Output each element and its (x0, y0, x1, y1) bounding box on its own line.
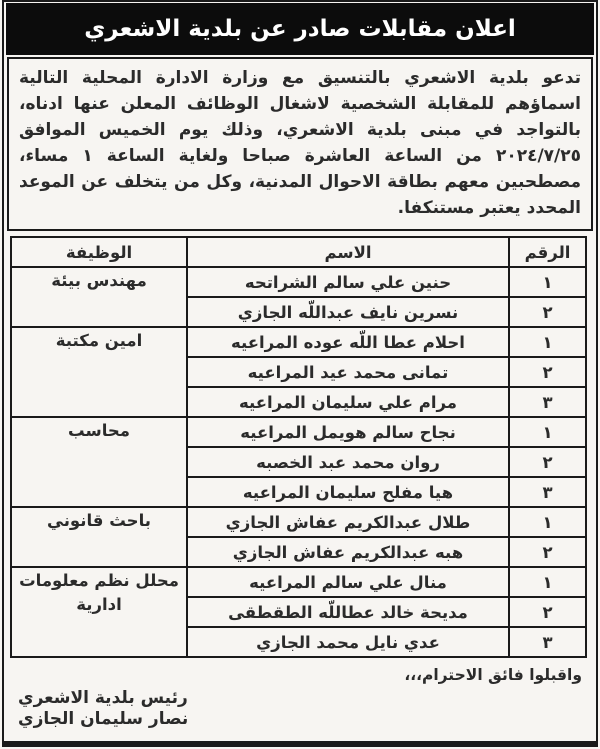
announcement-title: اعلان مقابلات صادر عن بلدية الاشعري (84, 16, 516, 42)
name-cell: هبه عبدالكريم عفاش الجازي (187, 537, 509, 567)
name-cell: نجاح سالم هويمل المراعيه (187, 417, 509, 447)
table-header-name: الاسم (187, 237, 509, 267)
number-cell: ١ (509, 507, 586, 537)
interview-table (10, 236, 587, 658)
name-cell: منال علي سالم المراعيه (187, 567, 509, 597)
number-cell: ٣ (509, 627, 586, 657)
name-cell: احلام عطا اللّه عوده المراعيه (187, 327, 509, 357)
number-cell: ٢ (509, 357, 586, 387)
number-cell: ١ (509, 567, 586, 597)
table-row (11, 267, 586, 297)
name-cell: عدي نايل محمد الجازي (187, 627, 509, 657)
table-row (11, 567, 586, 597)
name-cell: مديحة خالد عطاللّه الطقطقى (187, 597, 509, 627)
number-cell: ١ (509, 417, 586, 447)
name-cell: حنين علي سالم الشراتحه (187, 267, 509, 297)
name-cell: روان محمد عبد الخصبه (187, 447, 509, 477)
table-row (11, 417, 586, 447)
number-cell: ١ (509, 267, 586, 297)
signature-title: رئيس بلدية الاشعري (18, 688, 188, 708)
table-header-number: الرقم (509, 237, 586, 267)
name-cell: نسرين نايف عبداللّه الجازي (187, 297, 509, 327)
table-header-row (11, 237, 586, 267)
number-cell: ٢ (509, 537, 586, 567)
position-cell: باحث قانوني (11, 507, 187, 567)
footer (4, 658, 596, 730)
signature-name: نصار سليمان الجازي (18, 709, 189, 729)
number-cell: ٢ (509, 597, 586, 627)
position-cell: محلل نظم معلومات ادارية (11, 567, 187, 657)
number-cell: ٢ (509, 447, 586, 477)
interview-table-body (11, 267, 586, 657)
table-header-position: الوظيفة (11, 237, 187, 267)
number-cell: ٣ (509, 477, 586, 507)
position-cell: مهندس بيئة (11, 267, 187, 327)
number-cell: ١ (509, 327, 586, 357)
position-cell: محاسب (11, 417, 187, 507)
closing-phrase: واقبلوا فائق الاحترام،،، (404, 666, 582, 684)
table-row (11, 507, 586, 537)
name-cell: هيا مفلح سليمان المراعيه (187, 477, 509, 507)
name-cell: طلال عبدالكريم عفاش الجازي (187, 507, 509, 537)
position-cell: امين مكتبة (11, 327, 187, 417)
name-cell: مرام علي سليمان المراعيه (187, 387, 509, 417)
number-cell: ٣ (509, 387, 586, 417)
page-frame (2, 0, 598, 747)
name-cell: تمانى محمد عيد المراعيه (187, 357, 509, 387)
intro-paragraph: تدعو بلدية الاشعري بالتنسيق مع وزارة الادارة المحلية التالية اسماؤهم للمقابلة الشخصية لاشغال الوظائف المعلن عنها ادناه، بالتواجد في مبنى بلدية الاشعري، وذلك يوم الخميس الموافق ٢٠٢٤/٧/٢٥ من الساعة العاشرة صباحا ولغاية الساعة ١ مساء، مصطحبين معهم بطاقة الاحوال المدنية، وكل من يتخلف عن الموعد المحدد يعتبر مستنكفا. (7, 57, 593, 231)
table-row (11, 327, 586, 357)
announcement-title-bar (6, 3, 594, 55)
number-cell: ٢ (509, 297, 586, 327)
